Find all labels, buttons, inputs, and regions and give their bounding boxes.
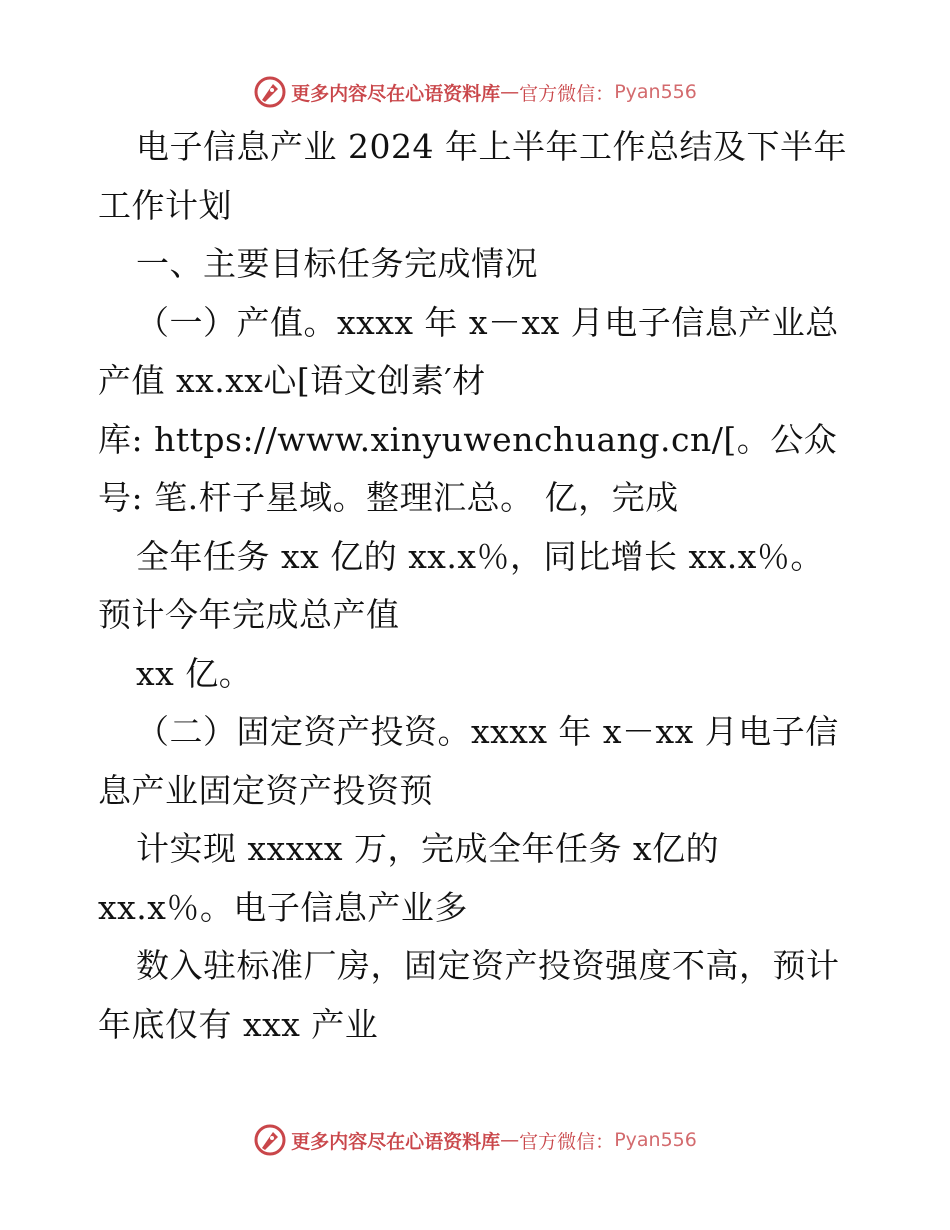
banner-contact-id: Pyan556 [614,81,697,103]
document-body [98,118,858,1054]
header-banner [0,72,950,112]
paragraph-line: 息产业固定资产投资预 [98,770,433,810]
banner-dash: — [500,81,520,103]
section-heading: 一、主要目标任务完成情况 [136,244,538,283]
document-title: 电子信息产业 2024 年上半年工作总结及下半年 [136,127,847,166]
paragraph-line: 计实现 xxxxx 万，完成全年任务 x亿的 [136,829,720,868]
banner-contact-label: 官方微信： [519,1130,615,1153]
pen-nib-logo-icon [253,75,287,109]
banner-dash: — [500,1129,520,1151]
banner-contact-label: 官方微信： [519,82,615,105]
paragraph-line: 库: https://www.xinyuwenchuang.cn/[。公众 [98,419,838,459]
banner-slogan: 更多内容尽在心语资料库 [291,82,501,105]
banner-slogan: 更多内容尽在心语资料库 [291,1130,501,1153]
paragraph-line: 产值 xx.xx心[语文创素′材 [98,361,486,400]
footer-banner [0,1120,950,1160]
paragraph-line: 号: 笔.杆子星域。整理汇总。 亿，完成 [98,478,679,517]
paragraph-line: （一）产值。xxxx 年 x－xx 月电子信息产业总 [136,302,839,342]
paragraph-line: 年底仅有 xxx 产业 [98,1004,379,1044]
paragraph-line: 预计今年完成总产值 [98,595,400,634]
document-title-continued: 工作计划 [98,185,232,225]
paragraph-line: xx 亿。 [136,653,253,693]
banner-contact-id: Pyan556 [614,1129,697,1151]
paragraph-line: 全年任务 xx 亿的 xx.x％，同比增长 xx.x％。 [136,536,824,576]
paragraph-line: （二）固定资产投资。xxxx 年 x－xx 月电子信 [136,712,839,751]
paragraph-line: xx.x％。电子信息产业多 [98,887,468,927]
paragraph-line: 数入驻标准厂房，固定资产投资强度不高，预计 [136,946,840,985]
pen-nib-logo-icon [253,1123,287,1157]
